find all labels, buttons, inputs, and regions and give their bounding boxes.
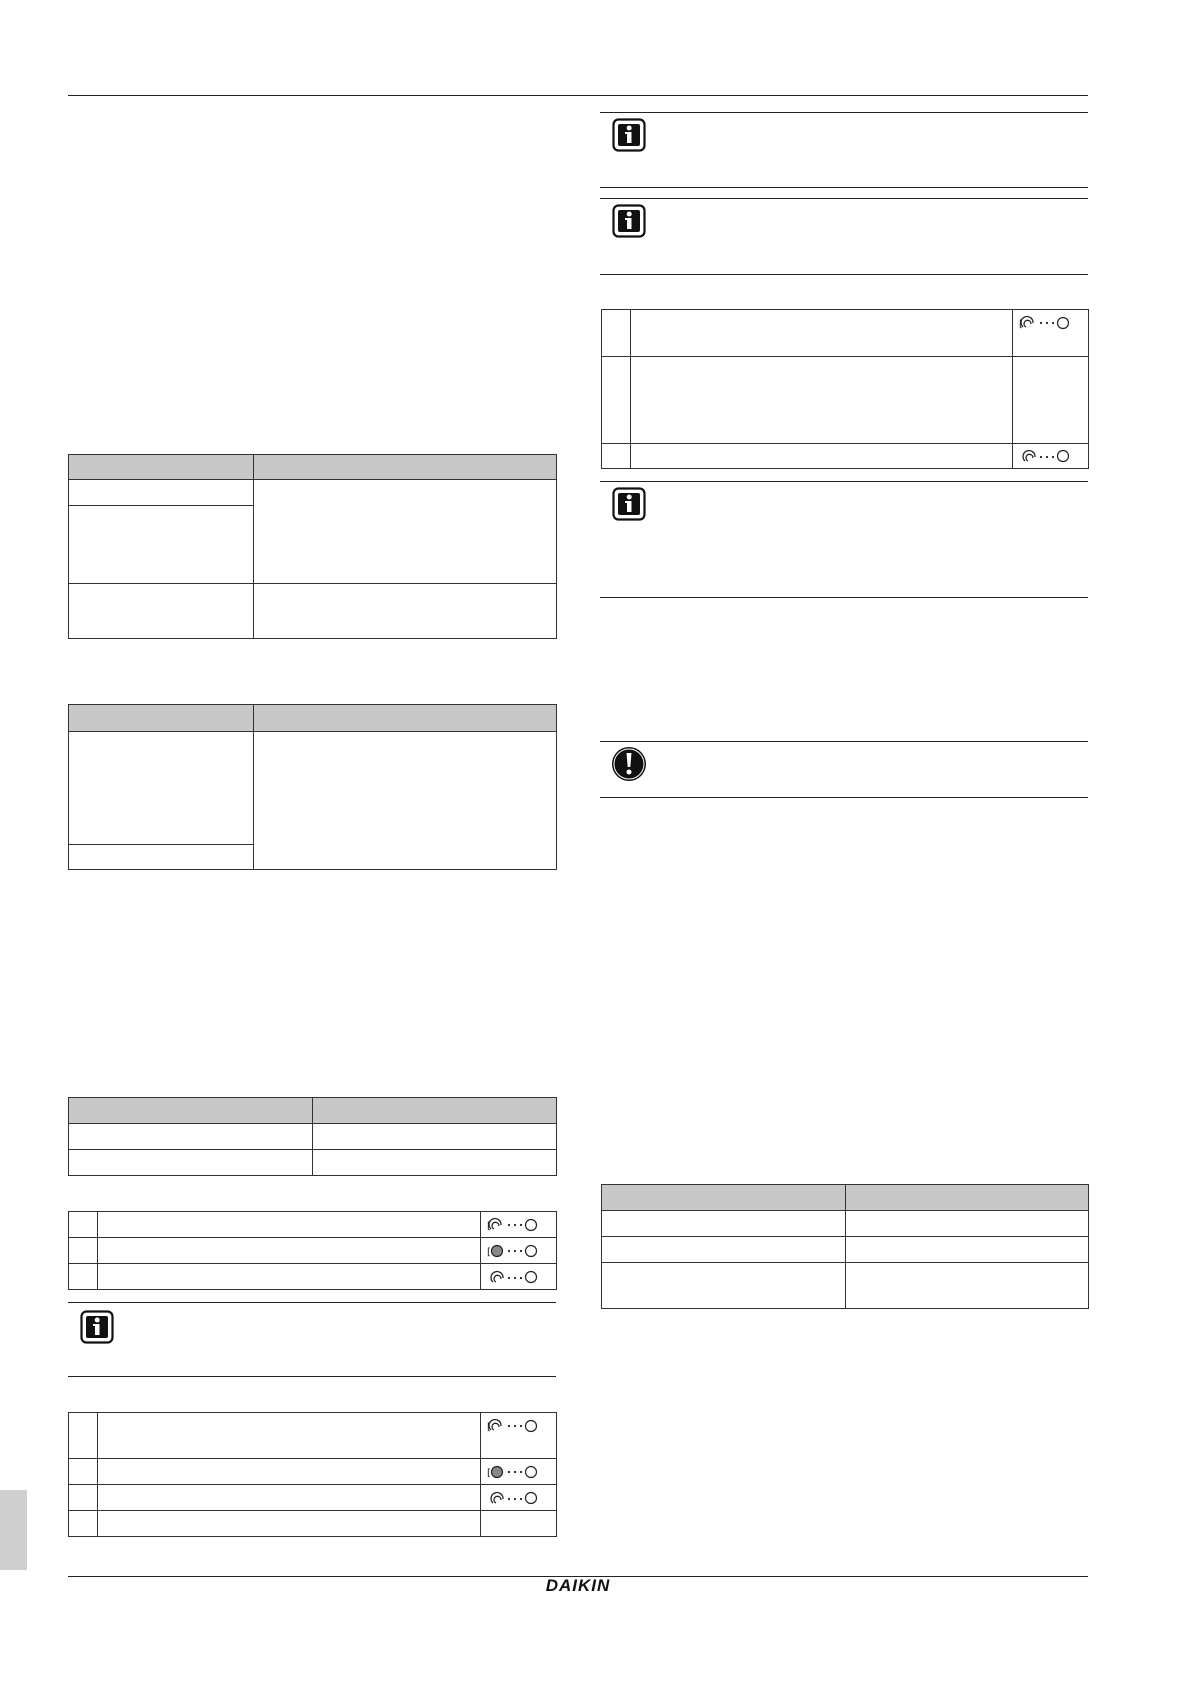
info-note xyxy=(68,1302,556,1377)
info-note xyxy=(600,112,1088,188)
table-row xyxy=(602,1263,1089,1309)
warning-note xyxy=(600,741,1088,798)
table-row xyxy=(69,1459,557,1485)
table-row xyxy=(602,310,1089,357)
step-table-left-1 xyxy=(68,1211,557,1290)
info-note xyxy=(600,198,1088,275)
table-row xyxy=(69,584,557,639)
table-row xyxy=(69,1485,557,1511)
table-left-2 xyxy=(68,704,557,870)
led-off-icon xyxy=(1013,314,1073,332)
info-icon xyxy=(612,487,646,521)
brand-logo: DAIKIN xyxy=(545,1576,611,1595)
table-row xyxy=(69,1098,557,1124)
table-row xyxy=(602,1237,1089,1263)
svg-text:[: [ xyxy=(1019,319,1023,330)
table-row xyxy=(69,732,557,845)
svg-text:[: [ xyxy=(487,1422,491,1433)
press-icon xyxy=(1013,447,1073,465)
step-table-right-1 xyxy=(601,309,1089,469)
led-off-icon xyxy=(481,1417,541,1435)
table-right-2 xyxy=(601,1184,1089,1309)
info-icon xyxy=(612,204,646,238)
led-off-icon xyxy=(481,1216,541,1234)
table-row xyxy=(69,1124,557,1150)
info-icon xyxy=(80,1310,114,1344)
table-row xyxy=(69,480,557,506)
step-table-left-2 xyxy=(68,1412,557,1537)
header-rule xyxy=(68,95,1088,96)
table-row xyxy=(69,1150,557,1176)
led-on-icon xyxy=(481,1463,541,1481)
table-left-3 xyxy=(68,1097,557,1176)
svg-text:[: [ xyxy=(487,1220,491,1232)
info-note xyxy=(600,481,1088,598)
table-row xyxy=(69,455,557,480)
chapter-tab xyxy=(0,1490,27,1570)
table-row xyxy=(602,444,1089,469)
press-icon xyxy=(481,1489,541,1507)
svg-text:[: [ xyxy=(487,1246,491,1258)
press-icon xyxy=(481,1268,541,1286)
warning-icon xyxy=(610,745,648,783)
table-row xyxy=(69,1413,557,1459)
svg-text:[: [ xyxy=(487,1467,491,1479)
table-row xyxy=(69,705,557,732)
table-row xyxy=(69,1264,557,1290)
table-row xyxy=(602,1185,1089,1211)
table-row xyxy=(69,1212,557,1238)
table-row xyxy=(602,1211,1089,1237)
table-left-1 xyxy=(68,454,557,639)
table-row xyxy=(69,1511,557,1537)
led-on-icon xyxy=(481,1242,541,1260)
table-row xyxy=(602,357,1089,444)
table-row xyxy=(69,1238,557,1264)
info-icon xyxy=(612,118,646,152)
